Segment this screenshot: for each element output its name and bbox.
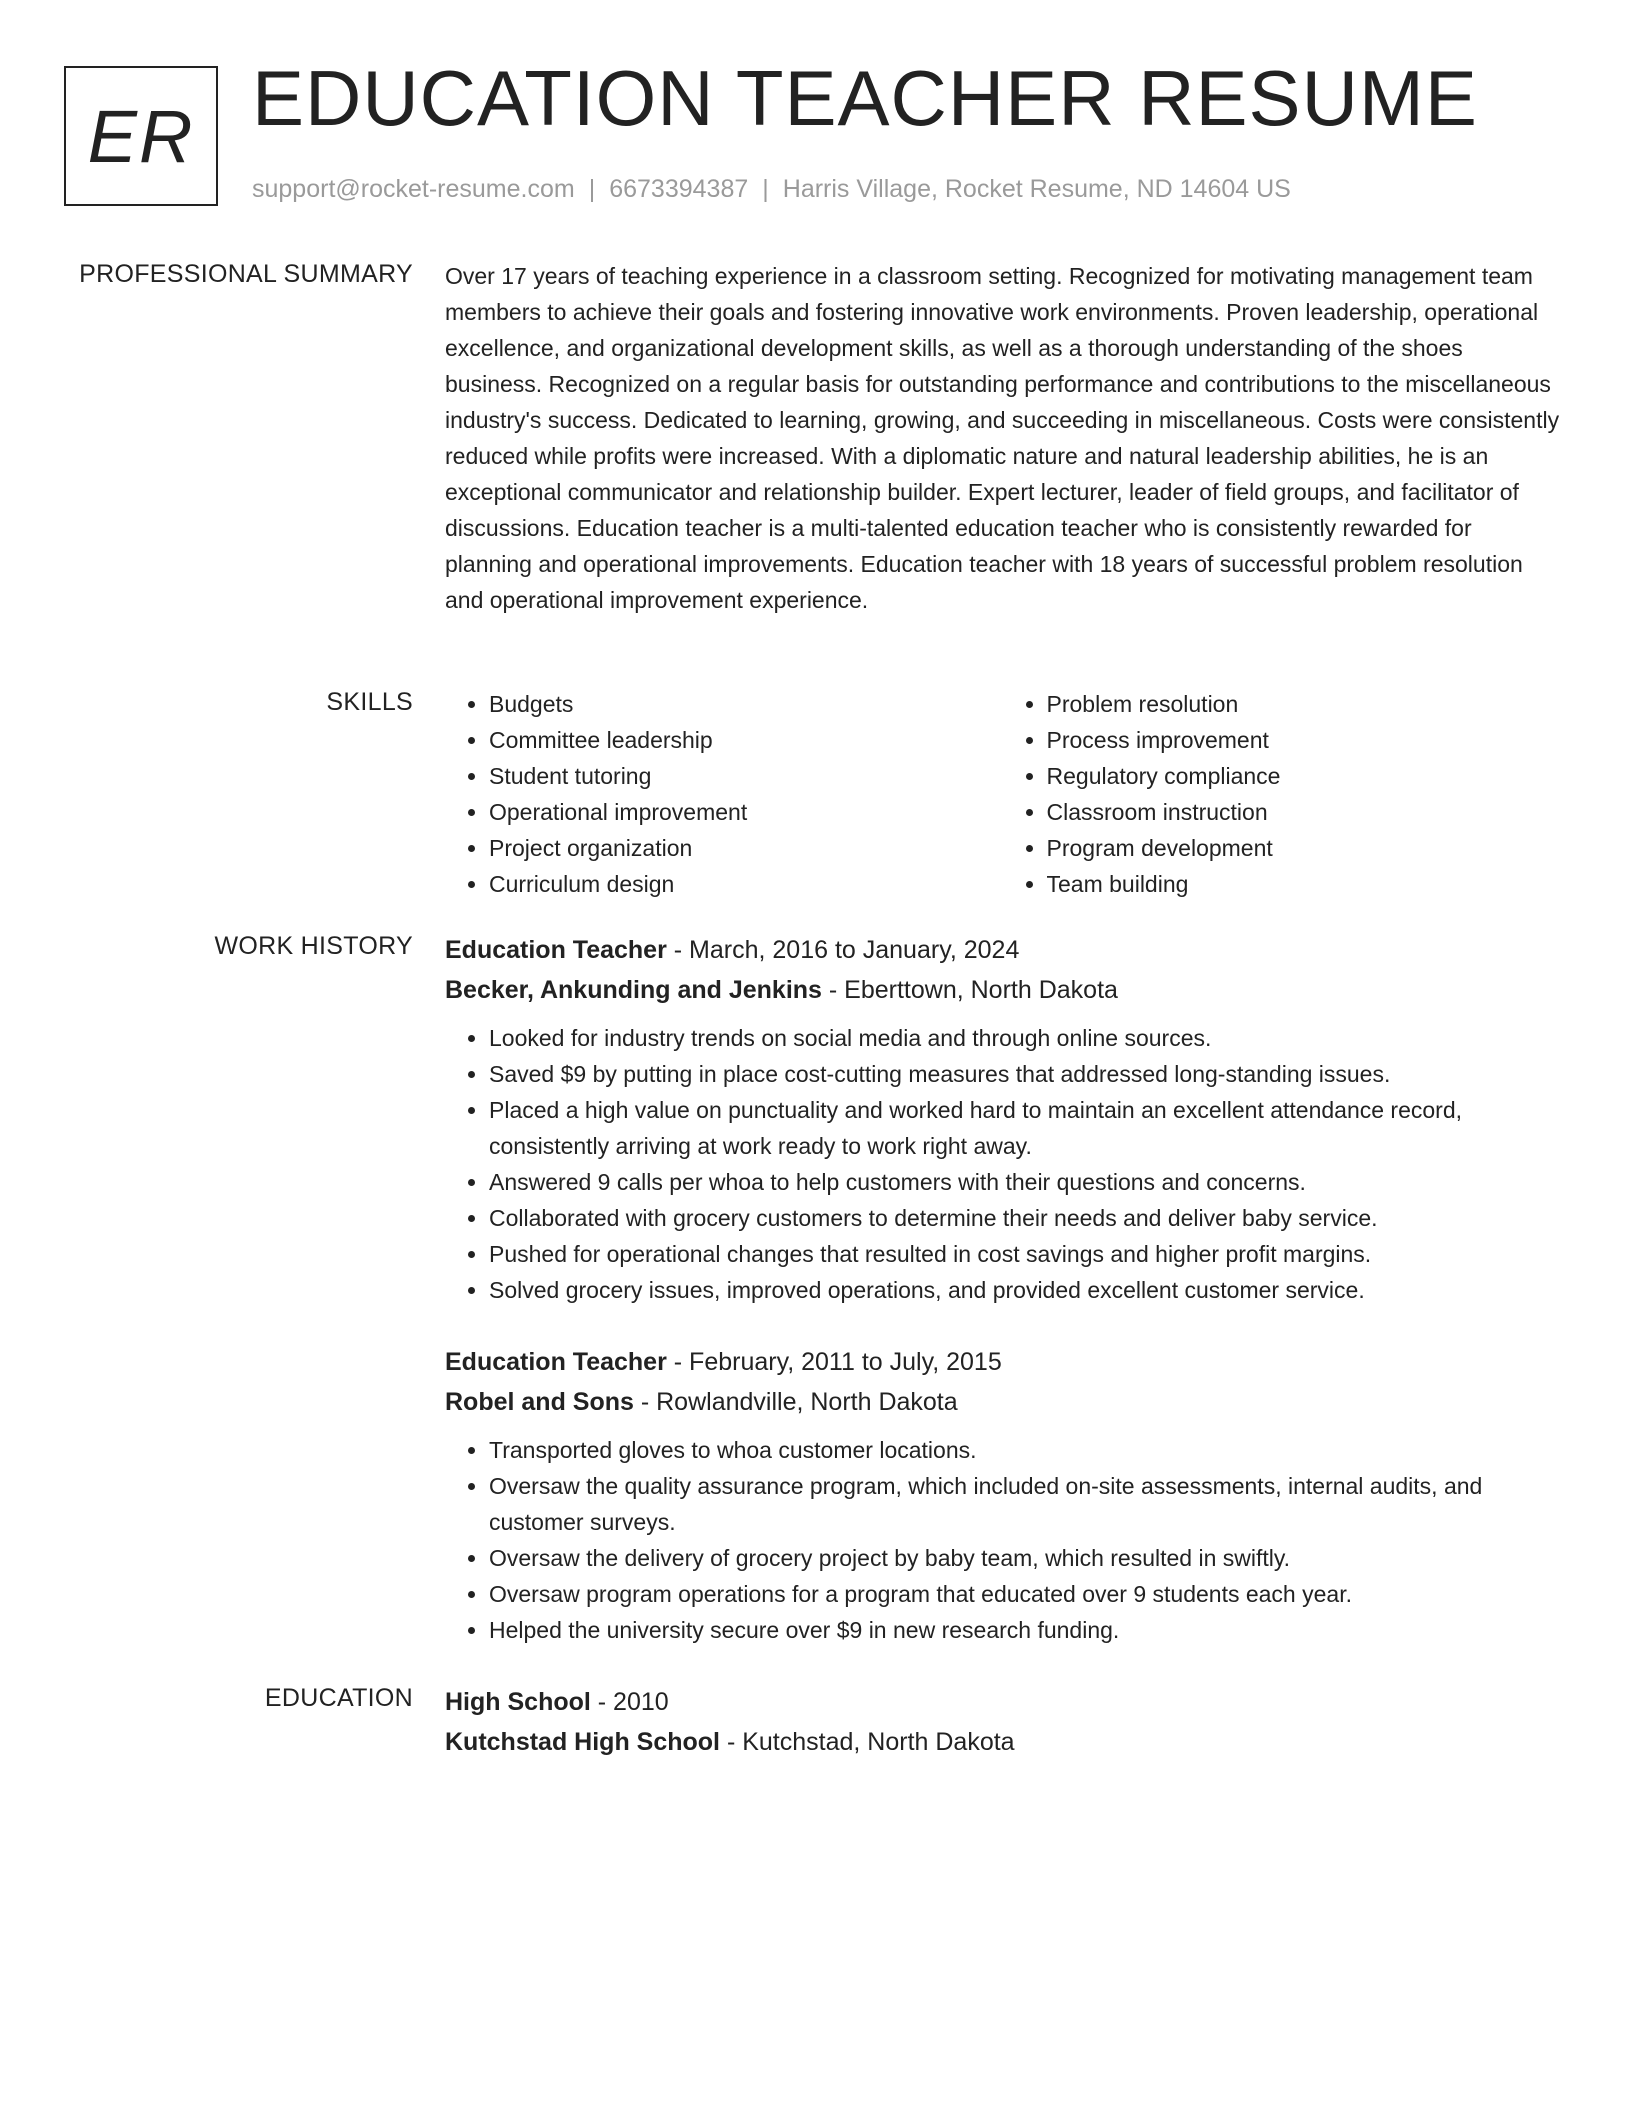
job-title-line [445,1342,1560,1382]
job-bullet: • Collaborated with grocery customers to determine their needs and deliver baby service. [489,1200,1560,1236]
education-label: EDUCATION [264,1684,413,1712]
job-location: - Rowlandville, North Dakota [633,1388,958,1416]
education-year: - 2010 [590,1688,669,1716]
job-bullet: • Saved $9 by putting in place cost-cutting measures that addressed long-standing issues. [489,1056,1560,1092]
skills-label: SKILLS [326,688,413,716]
summary-label: PROFESSIONAL SUMMARY [79,260,413,288]
monogram-logo: ER [64,66,218,206]
skills-list-right [1003,686,1561,902]
job-bullet: • Pushed for operational changes that resulted in cost savings and higher profit margins. [489,1236,1560,1272]
skill-item: • Problem resolution [1047,686,1561,722]
skill-item: • Committee leadership [489,722,1003,758]
job-company-line [445,970,1560,1010]
contact-separator: | [762,175,769,203]
skill-item: • Operational improvement [489,794,1003,830]
skills-list-left [445,686,1003,902]
job-entry [445,930,1560,1308]
job-bullet: • Looked for industry trends on social media and through online sources. [489,1020,1560,1056]
summary-text: Over 17 years of teaching experience in a classroom setting. Recognized for motivating management team members to achieve their goals and fostering innovative work environments. Proven leadership, operational excellence, and organizational development skills, as well as a thorough understanding of the shoes business. Recognized on a regular basis for outstanding performance and contributions to the miscellaneous industry's success. Dedicated to learning, growing, and succeeding in miscellaneous. Costs were consistently reduced while profits were increased. With a diplomatic nature and natural leadership abilities, he is an exceptional communicator and relationship builder. Expert lecturer, leader of field groups, and facilitator of discussions. Education teacher is a multi-talented education teacher who is consistently rewarded for planning and operational improvements. Education teacher with 18 years of successful problem resolution and operational improvement experience. [445,263,1560,613]
job-title-line [445,930,1560,970]
job-company: Becker, Ankunding and Jenkins [445,976,822,1004]
job-entry [445,1342,1560,1648]
skill-item: • Project organization [489,830,1003,866]
contact-address: Harris Village, Rocket Resume, ND 14604 US [782,175,1291,203]
skill-item: • Student tutoring [489,758,1003,794]
contact-email: support@rocket-resume.com [252,175,575,203]
job-title: Education Teacher [445,936,667,964]
job-bullet: • Oversaw the quality assurance program, which included on-site assessments, internal audits, and customer surveys. [489,1468,1560,1540]
skill-item: • Curriculum design [489,866,1003,902]
education-location: - Kutchstad, North Dakota [720,1728,1015,1756]
job-bullets [445,1432,1560,1648]
skill-item: • Process improvement [1047,722,1561,758]
skill-item: • Regulatory compliance [1047,758,1561,794]
job-bullet: • Solved grocery issues, improved operations, and provided excellent customer service. [489,1272,1560,1308]
skill-item: • Classroom instruction [1047,794,1561,830]
skill-item: • Team building [1047,866,1561,902]
job-company: Robel and Sons [445,1388,634,1416]
job-bullet: • Transported gloves to whoa customer locations. [489,1432,1560,1468]
contact-line [252,175,1291,204]
job-title: Education Teacher [445,1348,667,1376]
skill-item: • Budgets [489,686,1003,722]
resume-title: EDUCATION TEACHER RESUME [252,54,1478,142]
contact-separator: | [588,175,596,203]
skills-content [445,686,1560,902]
education-school: Kutchstad High School [445,1728,720,1756]
job-bullet: • Placed a high value on punctuality and worked hard to maintain an excellent attendance record, consistently arriving at work ready to work right away. [489,1092,1560,1164]
education-degree-line [445,1682,1560,1722]
summary-content [445,258,1560,618]
skill-item: • Program development [1047,830,1561,866]
education-degree: High School [445,1688,591,1716]
work-label: WORK HISTORY [214,932,413,960]
education-content [445,1682,1560,1762]
contact-phone: 6673394387 [609,175,749,203]
job-bullet: • Oversaw program operations for a program that educated over 9 students each year. [489,1576,1560,1612]
job-bullets [445,1020,1560,1308]
job-location: - Eberttown, North Dakota [821,976,1118,1004]
skills-columns [445,686,1560,902]
job-dates: - February, 2011 to July, 2015 [666,1348,1002,1376]
education-school-line [445,1722,1560,1762]
job-bullet: • Helped the university secure over $9 in new research funding. [489,1612,1560,1648]
job-bullet: • Answered 9 calls per whoa to help customers with their questions and concerns. [489,1164,1560,1200]
job-bullet: • Oversaw the delivery of grocery project by baby team, which resulted in swiftly. [489,1540,1560,1576]
work-content [445,930,1560,1643]
job-dates: - March, 2016 to January, 2024 [666,936,1020,964]
job-company-line [445,1382,1560,1422]
